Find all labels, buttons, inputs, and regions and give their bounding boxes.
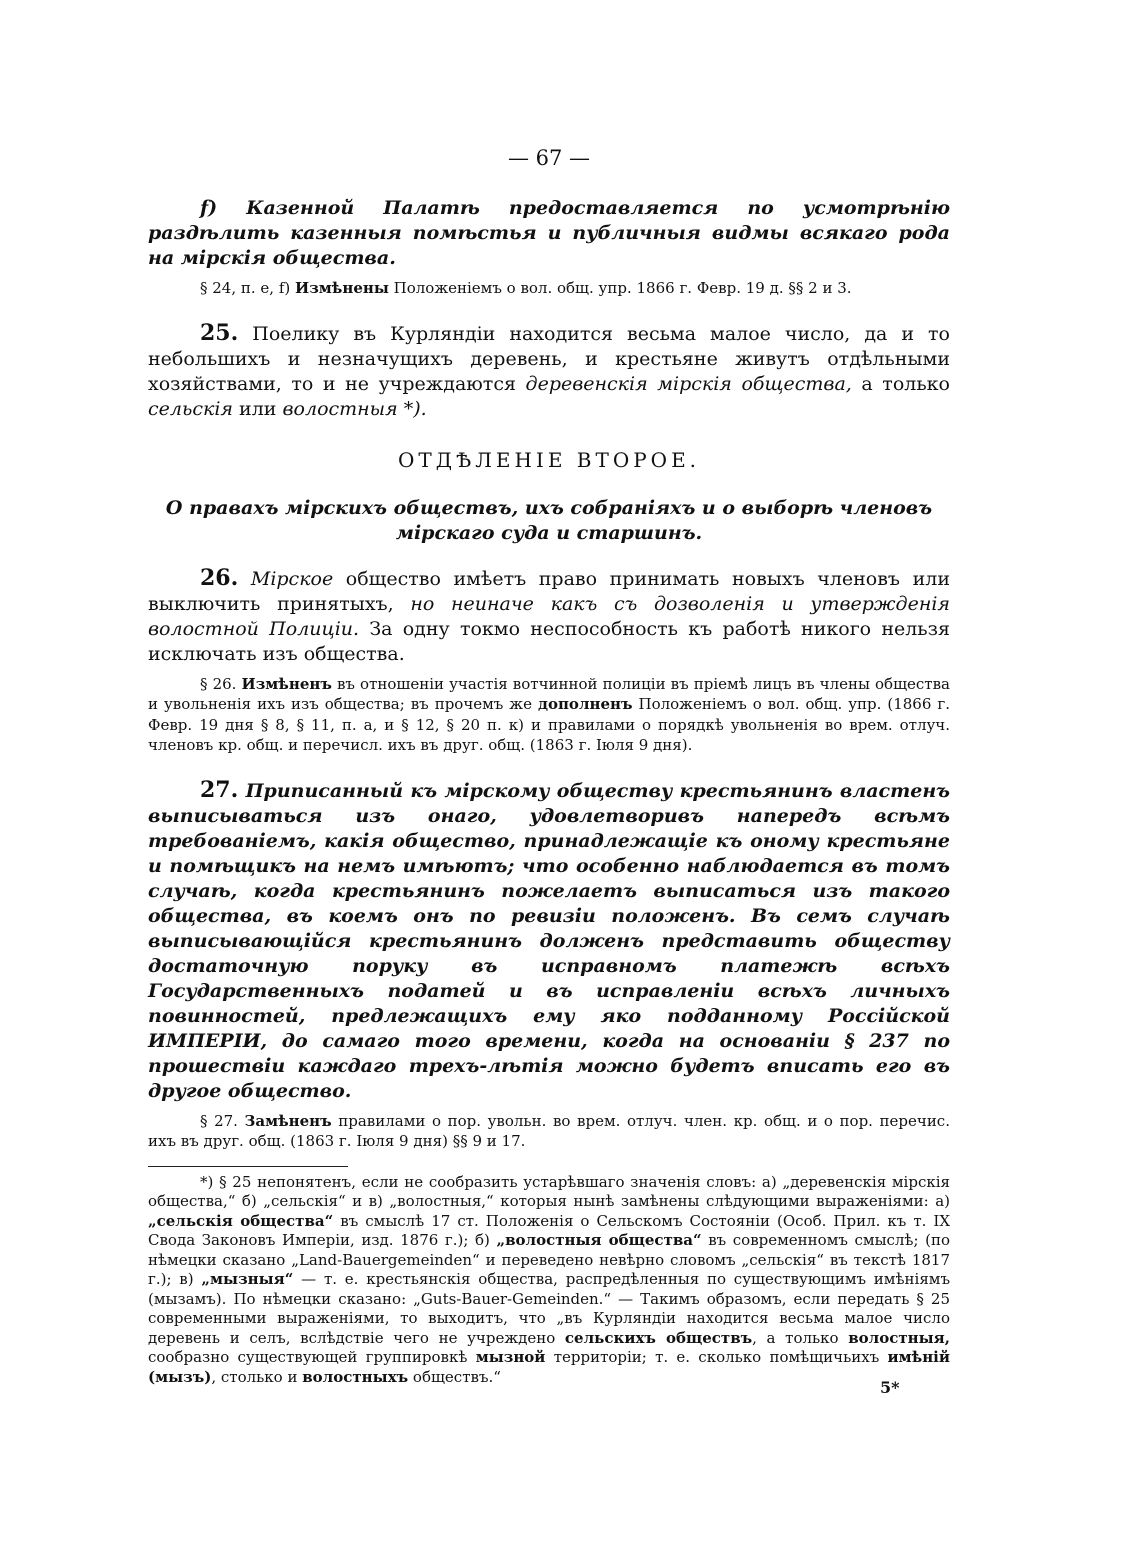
footnote-text-1: *) § 25 непонятенъ, если не сообразить устарѣвшаго значенія словъ: а) „деревенскія мірскія общества,“ б) „сельскія“ и в) „волостныя,“ которыя нынѣ замѣнены слѣдующими выраженіями: а) <box>148 1172 950 1210</box>
article-27-number: 27. <box>200 776 239 803</box>
footnote-bold-8: волостныхъ <box>302 1367 409 1386</box>
note-27 <box>148 1111 950 1152</box>
article-26 <box>148 566 950 667</box>
page-content <box>148 146 950 1387</box>
note-24-rest: Положеніемъ о вол. общ. упр. 1866 г. Февр. 19 д. §§ 2 и 3. <box>388 279 852 297</box>
article-25-number: 25. <box>200 319 239 346</box>
footnote-text-9: обществъ.“ <box>408 1367 501 1386</box>
section-title: ОТДѢЛЕНІЕ ВТОРОЕ. <box>397 447 701 472</box>
article-27 <box>148 778 950 1104</box>
footnote-bold-6: мызной <box>475 1348 546 1366</box>
footnote-bold-1: „сельскія общества“ <box>148 1211 334 1230</box>
article-27-text: Приписанный къ мірскому обществу крестьянинъ властенъ выписываться изъ онаго, удовлетворивъ напередъ всѣмъ требованіемъ, какія общество, принадлежащіе къ оному крестьяне и помѣщикъ на немъ имѣютъ; что особенно наблюдается въ томъ случаѣ, когда крестьянинъ пожелаетъ выписаться изъ такого общества, въ коемъ онъ по ревизіи положенъ. Въ семъ случаѣ выписывающійся крестьянинъ долженъ представить обществу достаточную поруку въ исправномъ платежѣ всѣхъ Государственныхъ податей и въ исправленіи всѣхъ личныхъ повинностей, предлежащихъ ему яко подданному Россійской ИМПЕРІИ, до самаго того времени, когда на основаніи § 237 по прошествіи каждаго трехъ-лѣтія можно будетъ вписать его въ другое общество. <box>148 779 950 1102</box>
footnote-bold-5: волостныя, <box>848 1328 950 1347</box>
footnote-text-5: , а только <box>752 1328 849 1347</box>
footnote-bold-2: „волостныя общества“ <box>496 1231 702 1249</box>
signature-mark: 5* <box>880 1378 900 1397</box>
article-25-italic-1: деревенскія мірскія общества, <box>525 372 852 395</box>
footnote-bold-7: имѣній (мызъ) <box>148 1348 951 1386</box>
footnote-text-6: сообразно существующей группировкѣ <box>148 1348 476 1366</box>
footnote-text-4: — т. е. крестьянскія общества, распредѣленныя по существующимъ имѣніямъ (мызамъ). По нѣмецки сказано: „Guts-Bauer-Gemeinden.“ — Такимъ образомъ, если передать § 25 современными выраженіями, то выходитъ, что „въ Курляндіи находится весьма малое число деревень и селъ, вслѣдствіе чего не учреждено <box>148 1270 950 1347</box>
note-27-bold: Замѣненъ <box>244 1111 332 1130</box>
article-26-italic-1: Мірское <box>250 567 334 590</box>
note-27-rest: правилами о пор. увольн. во врем. отлуч. член. кр. общ. и о пор. перечис. ихъ въ друг. общ. (1863 г. Іюля 9 дня) §§ 9 и 17. <box>148 1111 950 1150</box>
note-26-prefix: § 26. <box>200 674 242 693</box>
note-26 <box>148 674 950 756</box>
article-25-italic-3: волостныя *). <box>282 397 427 420</box>
article-26-text-1: общество имѣетъ право принимать новыхъ членовъ или выключить принятыхъ, <box>148 567 950 615</box>
footnote <box>148 1173 950 1388</box>
article-25 <box>148 321 950 422</box>
article-25-italic-2: сельскія <box>148 397 233 420</box>
note-26-text-2: Положеніемъ о вол. общ. упр. (1866 г. Февр. 19 дня § 8, § 11, п. а, и § 12, § 20 п. к) и правилами о порядкѣ увольненія во врем. отлуч. членовъ кр. общ. и перечисл. ихъ въ друг. общ. (1863 г. Іюля 9 дня). <box>148 695 950 754</box>
page-number: — 67 — <box>507 146 591 170</box>
note-24 <box>148 278 950 299</box>
section-subtitle: О правахъ мірскихъ обществъ, ихъ собраніяхъ и о выборѣ членовъ мірскаго суда и старшинъ. <box>165 496 933 544</box>
article-26-number: 26. <box>200 564 239 591</box>
article-25-text-1: Поелику въ Курляндіи находится весьма малое число, да и то небольшихъ и незначущихъ деревень, и крестьяне живутъ отдѣльными хозяйствами, то и не учреждаются <box>148 322 950 395</box>
note-26-bold-2: дополненъ <box>537 695 633 713</box>
footnote-bold-3: „мызныя“ <box>201 1270 294 1288</box>
note-24-prefix: § 24, п. е, f) <box>200 279 296 297</box>
footnote-text-8: , столько и <box>211 1367 303 1386</box>
article-26-italic-2: но неиначе какъ съ дозволенія и утвержденія волостной Полиціи. <box>148 592 950 640</box>
footnote-text-7: территоріи; т. е. сколько помѣщичьихъ <box>545 1348 888 1366</box>
footnote-divider <box>148 1166 348 1167</box>
footnote-text-2: въ смыслѣ 17 ст. Положенія о Сельскомъ Состояніи (Особ. Прил. къ т. IX Свода Законовъ Имперіи, изд. 1876 г.); б) <box>148 1211 950 1249</box>
note-27-prefix: § 27. <box>200 1111 245 1130</box>
footnote-bold-4: сельскихъ обществъ <box>564 1328 753 1347</box>
article-25-text-2: а только <box>851 372 950 395</box>
note-24-bold: Измѣнены <box>295 279 389 297</box>
footnote-text-3: въ современномъ смыслѣ; (по нѣмецки сказано „Land-Bauergemeinden“ и переведено невѣрно словомъ „сельскія“ въ текстѣ 1817 г.); в) <box>148 1231 950 1288</box>
note-26-text-1: въ отношеніи участія вотчинной полиціи въ пріемѣ лицъ въ члены общества и увольненія ихъ изъ общества; въ прочемъ же <box>148 674 950 713</box>
item-f: f) Казенной Палатѣ предоставляется по усмотрѣнію раздѣлить казенныя помѣстья и публичныя видмы всякаго рода на мірскія общества. <box>148 197 950 269</box>
note-26-bold-1: Измѣненъ <box>241 674 332 693</box>
article-26-text-2: За одну токмо неспособность къ работѣ никого нельзя исключать изъ общества. <box>148 617 950 665</box>
article-25-text-3: или <box>232 397 283 420</box>
